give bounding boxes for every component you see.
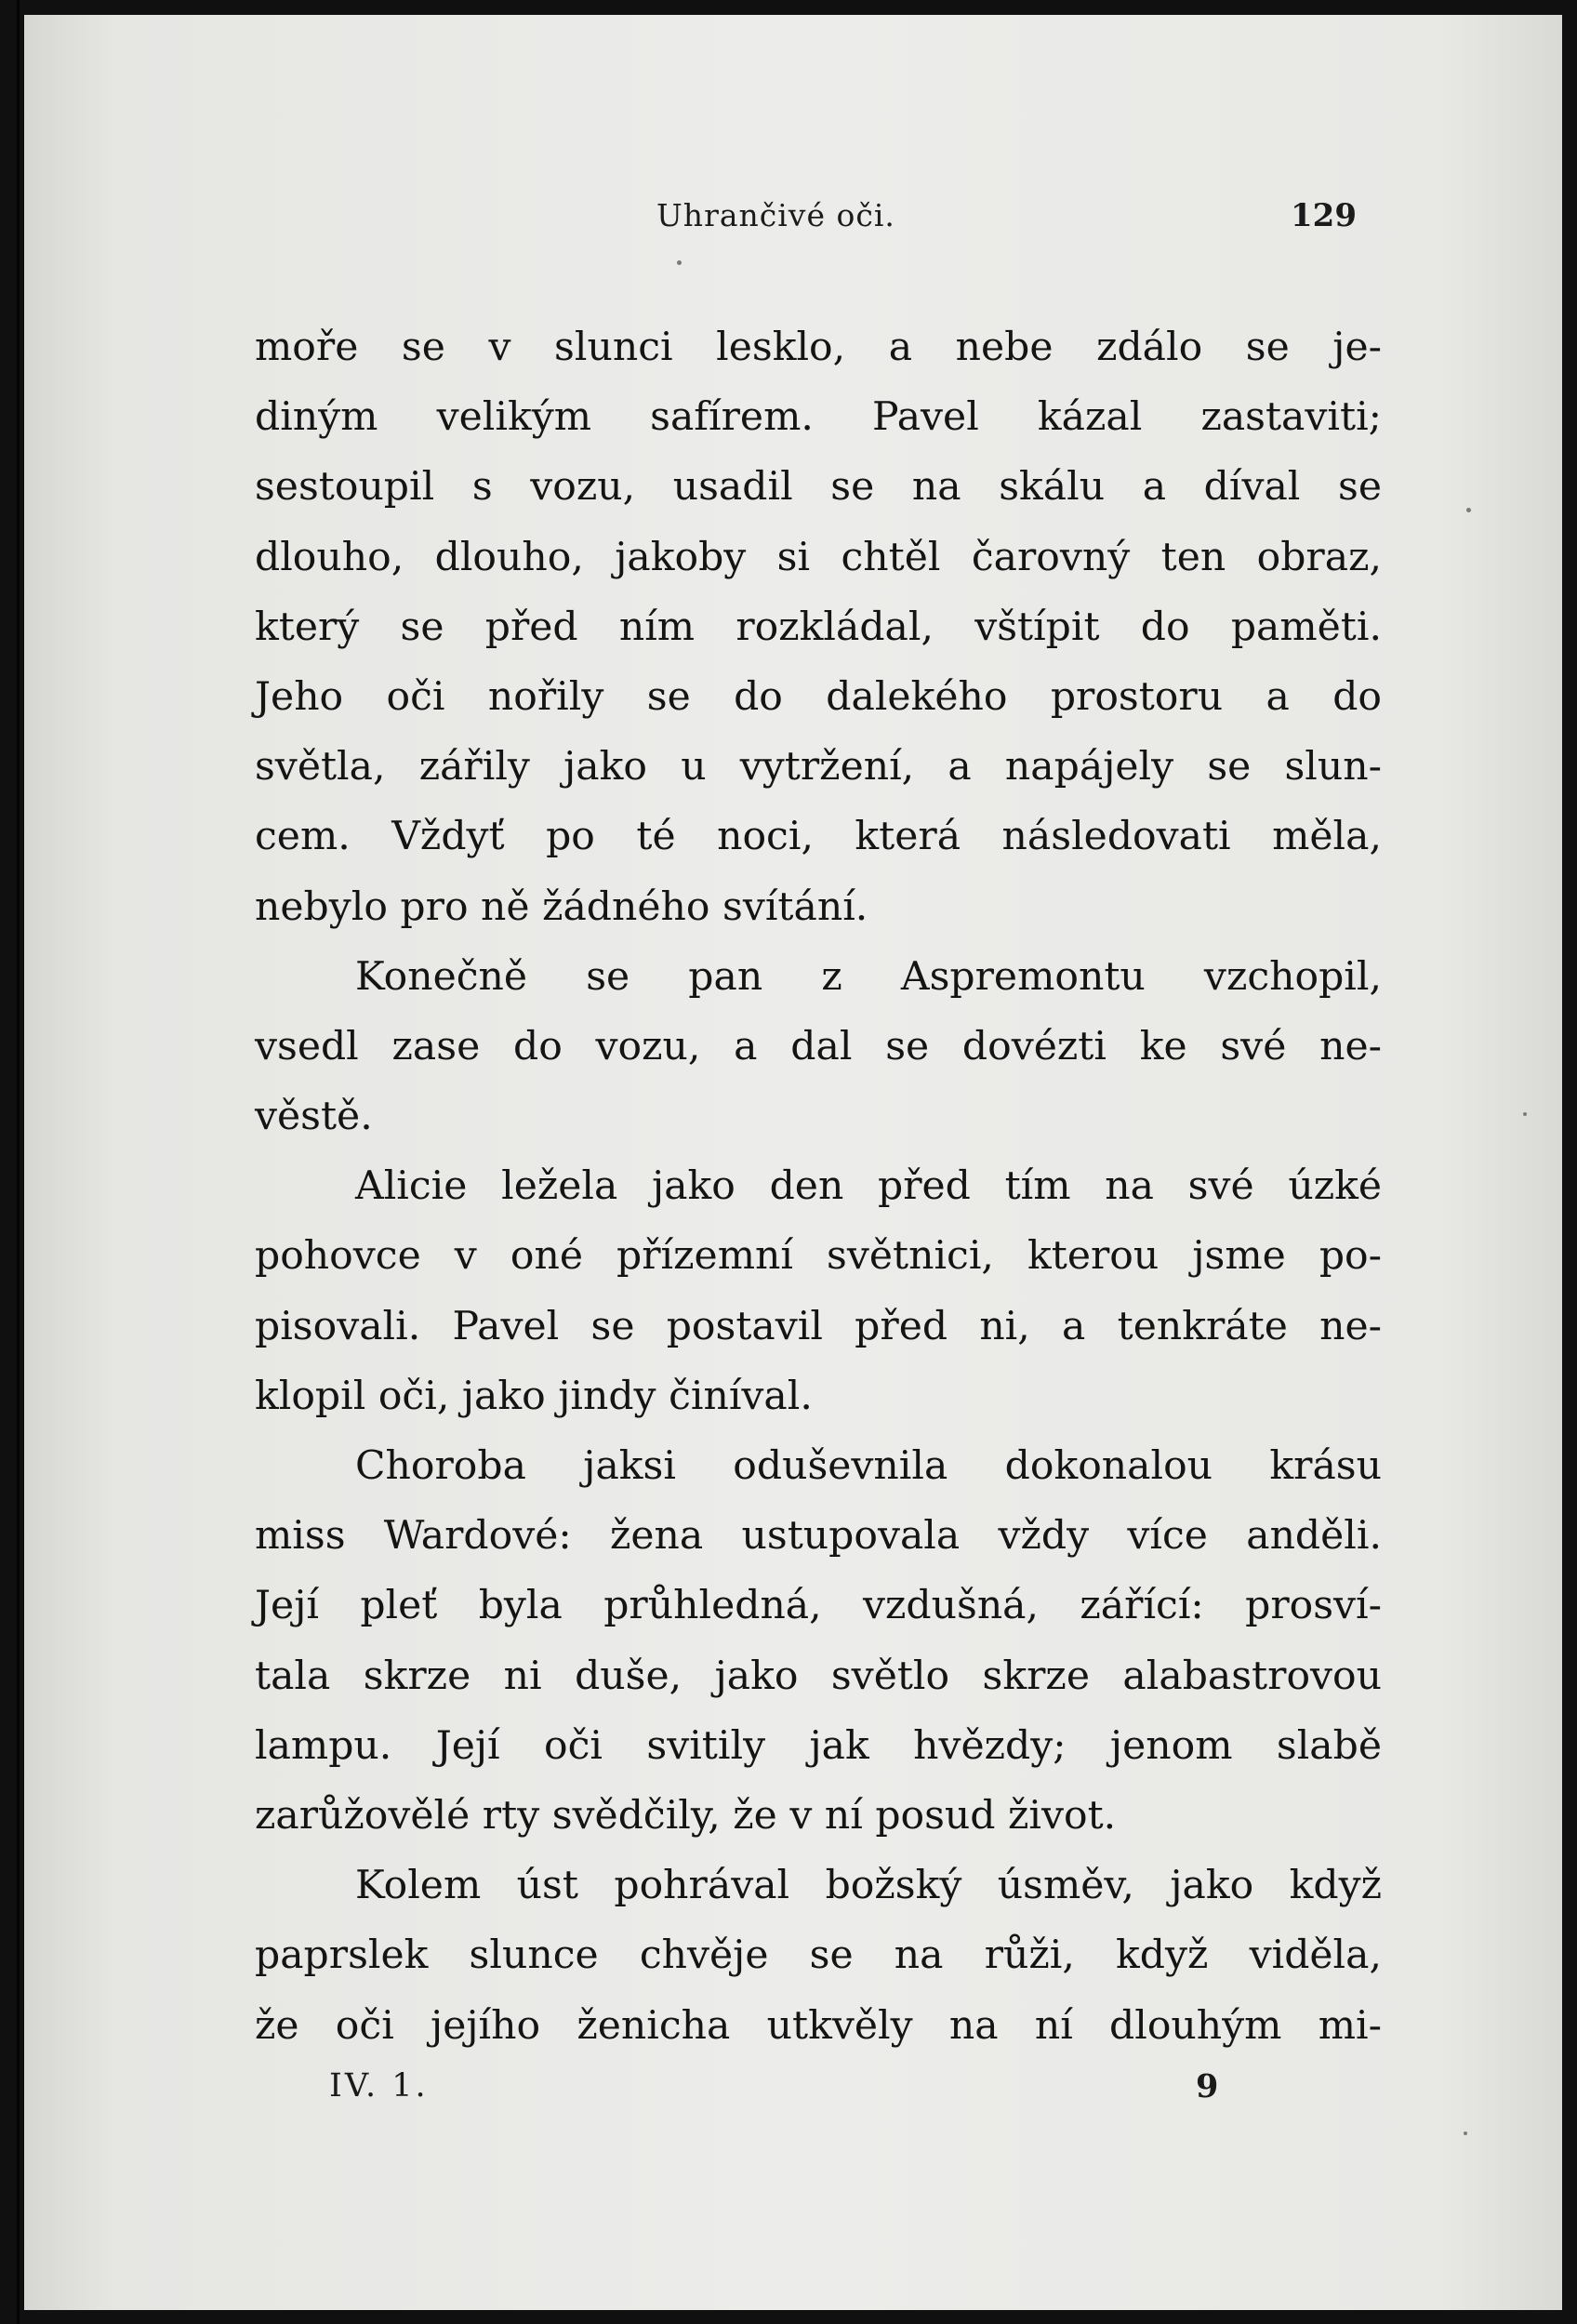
text-line: Alicie ležela jako den před tím na své úzké (355, 1163, 1382, 1210)
text-line: klopil oči, jako jindy činíval. (255, 1373, 813, 1419)
text-line: moře se v slunci lesklo, a nebe zdálo se je- (255, 325, 1382, 370)
paper-speck (1466, 508, 1471, 512)
text-line: diným velikým safírem. Pavel kázal zastaviti; (255, 394, 1382, 441)
signature-volume: IV. 1. (329, 2067, 429, 2105)
paper-speck (677, 260, 682, 265)
text-line: pohovce v oné přízemní světnici, kterou jsme po- (255, 1233, 1382, 1280)
text-line: sestoupil s vozu, usadil se na skálu a díval se (255, 464, 1382, 511)
text-line: tala skrze ni duše, jako světlo skrze alabastrovou (255, 1653, 1382, 1699)
text-line: dlouho, dlouho, jakoby si chtěl čarovný ten obraz, (255, 534, 1382, 580)
text-line: pisovali. Pavel se postavil před ni, a tenkráte ne- (255, 1303, 1382, 1349)
running-title: Uhrančivé oči. (656, 197, 895, 233)
body-text (255, 312, 1382, 2061)
text-line: miss Wardové: žena ustupovala vždy více anděli. (255, 1513, 1382, 1560)
book-page (24, 15, 1562, 2310)
text-line: Její pleť byla průhledná, vzdušná, zářící: prosví- (255, 1583, 1382, 1629)
text-line: věstě. (255, 1094, 373, 1140)
text-line: cem. Vždyť po té noci, která následovati měla, (255, 814, 1382, 860)
text-line: Jeho oči nořily se do dalekého prostoru a do (255, 673, 1382, 720)
text-line: vsedl zase do vozu, a dal se dovézti ke své ne- (255, 1023, 1382, 1069)
text-line: lampu. Její oči svitily jak hvězdy; jenom slabě (255, 1722, 1382, 1769)
signature-number: 9 (1196, 2067, 1219, 2105)
page-number: 129 (1291, 197, 1357, 234)
text-line: Kolem úst pohrával božský úsměv, jako když (355, 1863, 1382, 1909)
binding-edge (17, 0, 20, 2324)
paper-speck (1464, 2131, 1467, 2135)
paper-speck (1523, 1112, 1527, 1116)
text-line: že oči jejího ženicha utkvěly na ní dlouhým mi- (255, 2002, 1382, 2049)
text-line: Choroba jaksi oduševnila dokonalou krásu (355, 1443, 1382, 1489)
text-line: Konečně se pan z Aspremontu vzchopil, (355, 953, 1382, 1000)
text-line: světla, zářily jako u vytržení, a napájely se slun- (255, 744, 1382, 790)
text-line: zarůžovělé rty svědčily, že v ní posud život. (255, 1792, 1117, 1839)
text-line: nebylo pro ně žádného svítání. (255, 883, 868, 930)
text-line: paprslek slunce chvěje se na růži, když viděla, (255, 1932, 1382, 1979)
text-line: který se před ním rozkládal, vštípit do paměti. (255, 604, 1382, 650)
running-header (24, 197, 1562, 244)
